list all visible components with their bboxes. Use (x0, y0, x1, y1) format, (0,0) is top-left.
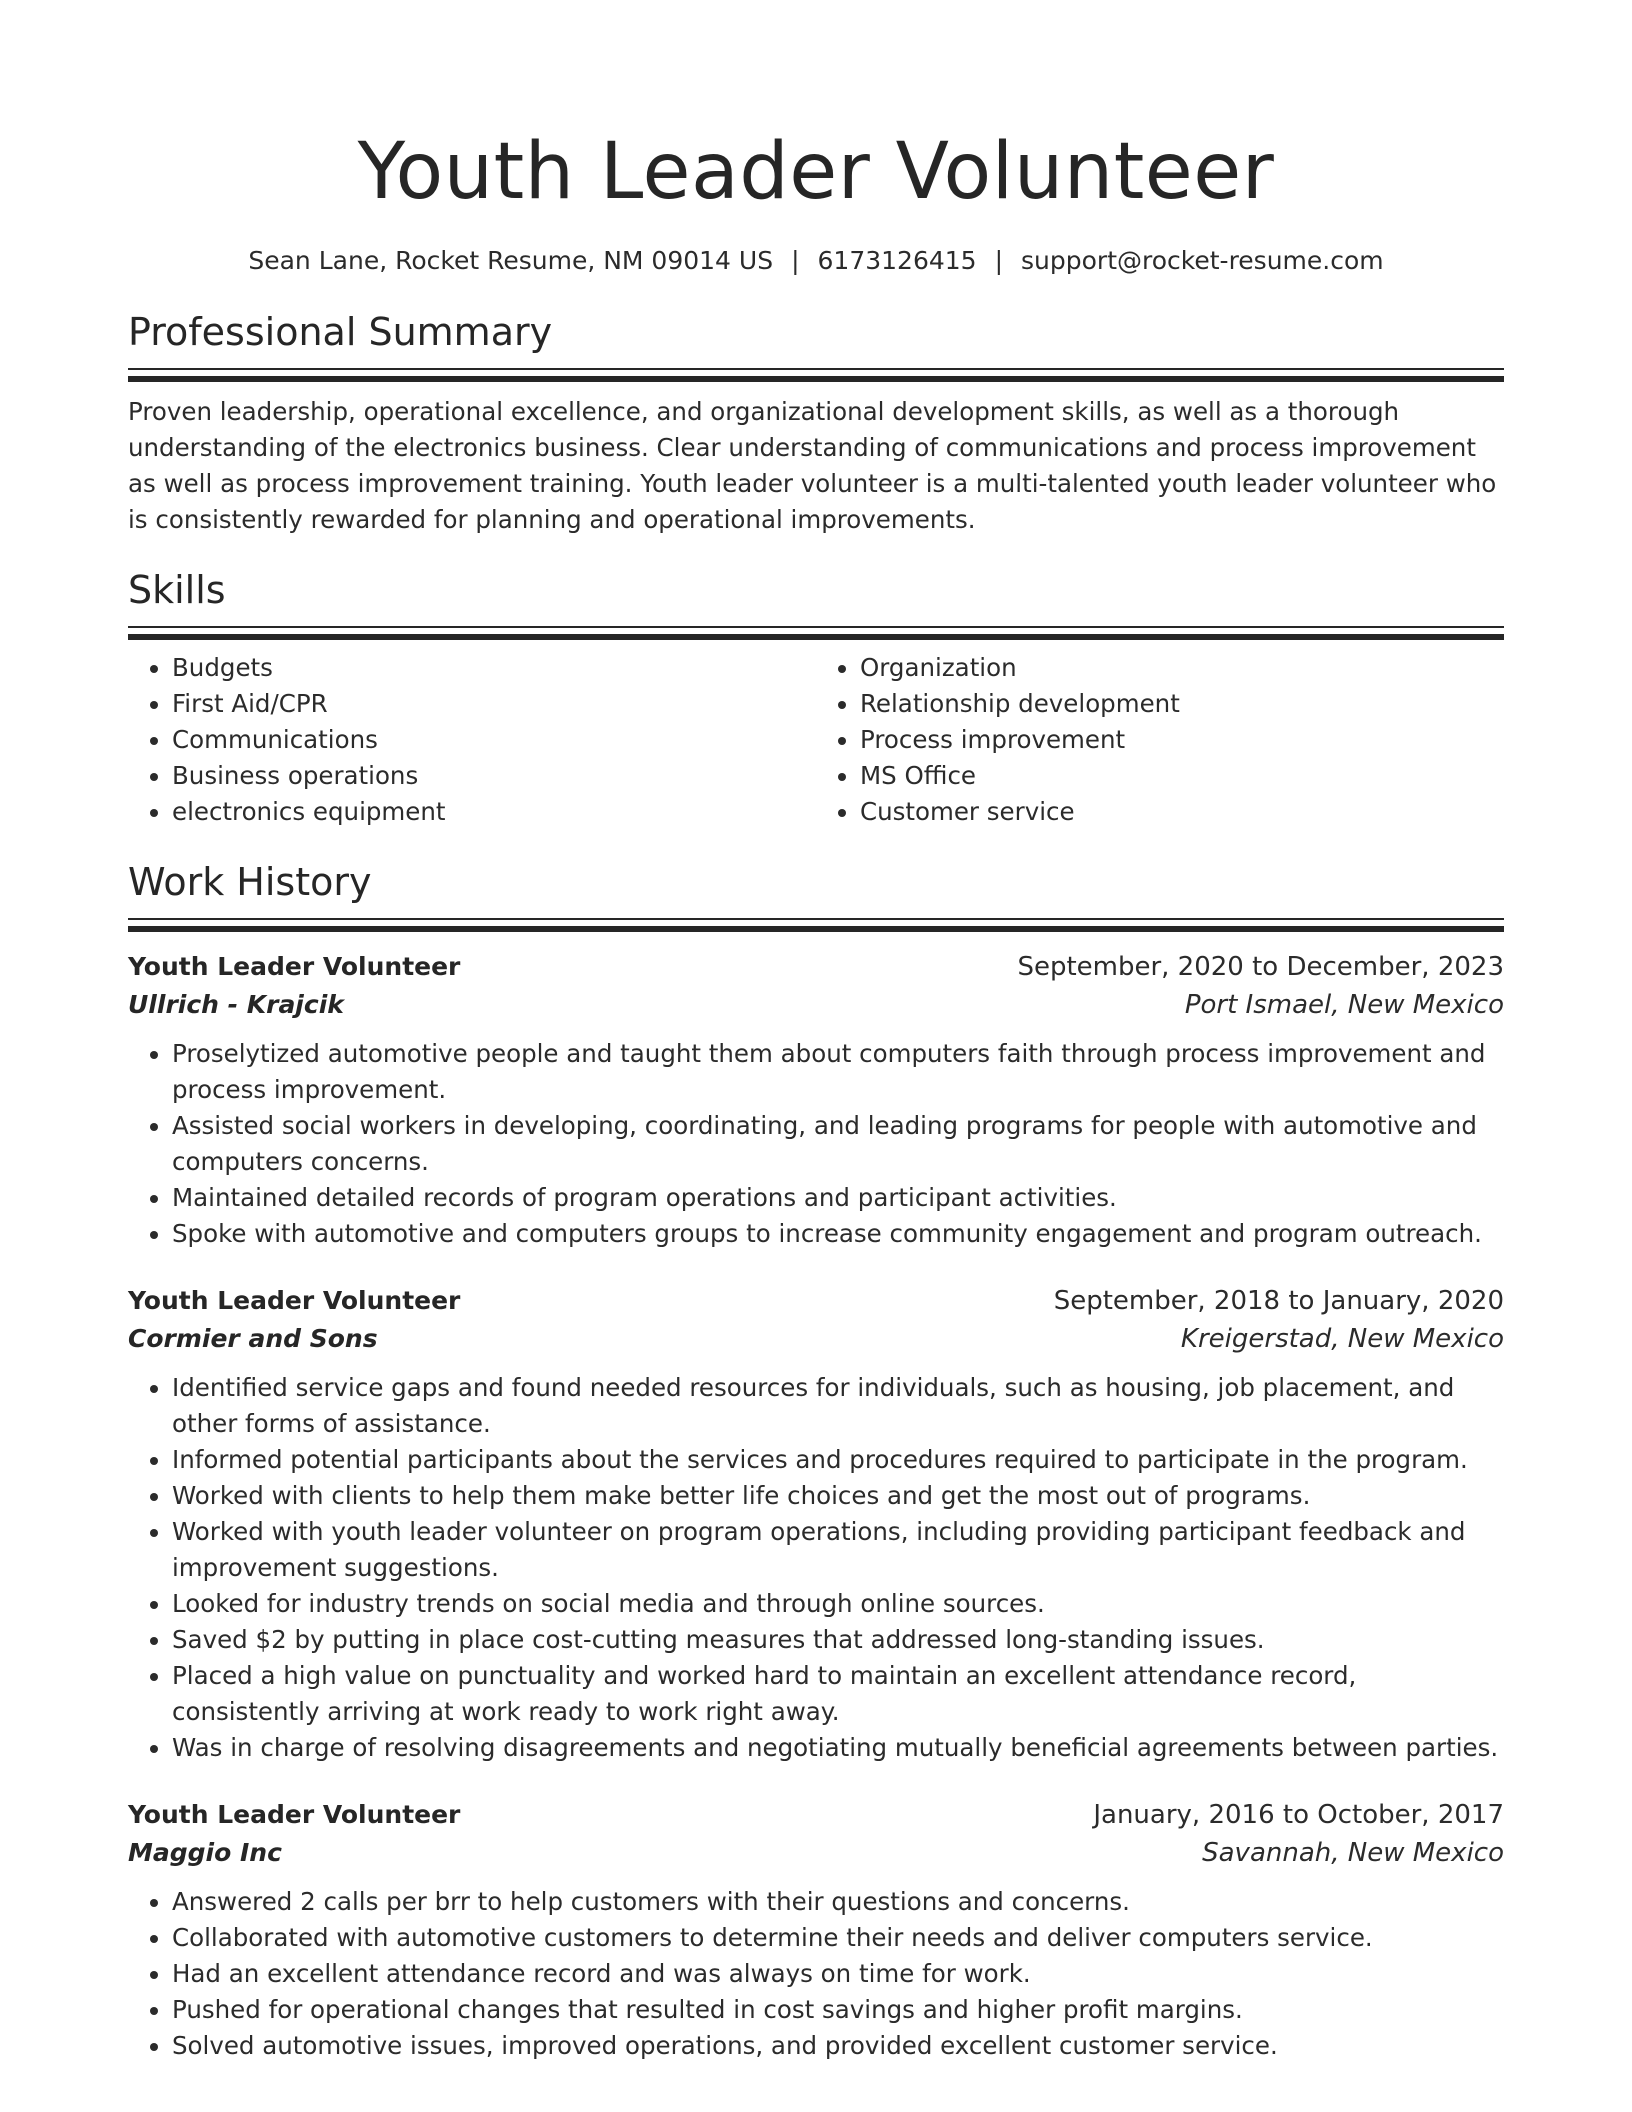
job-bullet: • Proselytized automotive people and taught them about computers faith through process improvement and process improvement. (172, 1036, 1504, 1108)
job-subheader-row (128, 1320, 1504, 1358)
contact-line (128, 244, 1504, 278)
resume-name: Youth Leader Volunteer (357, 127, 1275, 217)
job-bullet: • Answered 2 calls per brr to help customers with their questions and concerns. (172, 1884, 1504, 1920)
job-company: Ullrich - Krajcik (128, 990, 344, 1019)
skill-item: • Relationship development (860, 686, 1504, 722)
skill-item: • MS Office (860, 758, 1504, 794)
job-bullet: • Informed potential participants about the services and procedures required to participate in the program. (172, 1442, 1504, 1478)
job-bullet: • Saved $2 by putting in place cost-cutting measures that addressed long-standing issues. (172, 1622, 1504, 1658)
contact-email: support@rocket-resume.com (1021, 246, 1384, 275)
job-bullets (128, 1884, 1504, 2064)
contact-address: Sean Lane, Rocket Resume, NM 09014 US (248, 246, 774, 275)
section-title-summary: Professional Summary (128, 310, 553, 354)
skills-list-right (816, 650, 1504, 830)
job-subheader-row (128, 986, 1504, 1024)
job-bullet: • Placed a high value on punctuality and worked hard to maintain an excellent attendance record, consistently arriving at work ready to work right away. (172, 1658, 1504, 1730)
job-header-row (128, 1796, 1504, 1834)
job-bullet: • Looked for industry trends on social media and through online sources. (172, 1586, 1504, 1622)
job-subheader-row (128, 1834, 1504, 1872)
summary-text: Proven leadership, operational excellence, and organizational development skills, as well as a thorough understanding of the electronics business. Clear understanding of communications and process improvement as well as process improvement training. Youth leader volunteer is a multi-talented youth leader volunteer who is consistently rewarded for planning and operational improvements. (128, 397, 1497, 534)
job-bullet: • Assisted social workers in developing, coordinating, and leading programs for people with automotive and computers concerns. (172, 1108, 1504, 1180)
job-bullet: • Identified service gaps and found needed resources for individuals, such as housing, job placement, and other forms of assistance. (172, 1370, 1504, 1442)
job-header-row (128, 1282, 1504, 1320)
skill-item: • First Aid/CPR (172, 686, 816, 722)
job-location: Port Ismael, New Mexico (1184, 990, 1504, 1020)
job-entry (128, 948, 1504, 1252)
skills-list-left (128, 650, 816, 830)
job-location: Kreigerstad, New Mexico (1180, 1324, 1504, 1354)
job-entry (128, 1796, 1504, 2064)
job-bullet: • Collaborated with automotive customers to determine their needs and deliver computers service. (172, 1920, 1504, 1956)
skill-item: • Process improvement (860, 722, 1504, 758)
contact-phone: 6173126415 (817, 246, 977, 275)
job-dates: September, 2018 to January, 2020 (1053, 1286, 1504, 1316)
skill-item: • electronics equipment (172, 794, 816, 830)
section-title-skills: Skills (128, 568, 226, 612)
job-title: Youth Leader Volunteer (128, 952, 461, 981)
job-bullet: • Pushed for operational changes that resulted in cost savings and higher profit margins. (172, 1992, 1504, 2028)
section-divider (128, 918, 1504, 932)
skill-item: • Business operations (172, 758, 816, 794)
job-title: Youth Leader Volunteer (128, 1800, 461, 1829)
job-bullet: • Worked with youth leader volunteer on program operations, including providing participant feedback and improvement suggestions. (172, 1514, 1504, 1586)
job-bullet: • Worked with clients to help them make better life choices and get the most out of programs. (172, 1478, 1504, 1514)
skills-grid (128, 650, 1504, 830)
skill-item: • Organization (860, 650, 1504, 686)
job-location: Savannah, New Mexico (1202, 1838, 1504, 1868)
job-header-row (128, 948, 1504, 986)
section-divider (128, 368, 1504, 382)
skill-item: • Budgets (172, 650, 816, 686)
job-title: Youth Leader Volunteer (128, 1286, 461, 1315)
job-bullet: • Spoke with automotive and computers groups to increase community engagement and program outreach. (172, 1216, 1504, 1252)
section-title-work-history: Work History (128, 860, 372, 904)
job-bullet: • Was in charge of resolving disagreements and negotiating mutually beneficial agreements between parties. (172, 1730, 1504, 1766)
job-entry (128, 1282, 1504, 1766)
contact-separator: | (994, 246, 1004, 275)
job-dates: January, 2016 to October, 2017 (1093, 1800, 1504, 1830)
job-bullet: • Maintained detailed records of program operations and participant activities. (172, 1180, 1504, 1216)
job-company: Cormier and Sons (128, 1324, 378, 1353)
job-company: Maggio Inc (128, 1838, 282, 1867)
job-bullet: • Had an excellent attendance record and was always on time for work. (172, 1956, 1504, 1992)
job-bullet: • Solved automotive issues, improved operations, and provided excellent customer service. (172, 2028, 1504, 2064)
skill-item: • Communications (172, 722, 816, 758)
contact-separator: | (791, 246, 800, 275)
job-bullets (128, 1036, 1504, 1252)
skill-item: • Customer service (860, 794, 1504, 830)
job-dates: September, 2020 to December, 2023 (1017, 952, 1504, 982)
section-divider (128, 626, 1504, 640)
job-bullets (128, 1370, 1504, 1766)
